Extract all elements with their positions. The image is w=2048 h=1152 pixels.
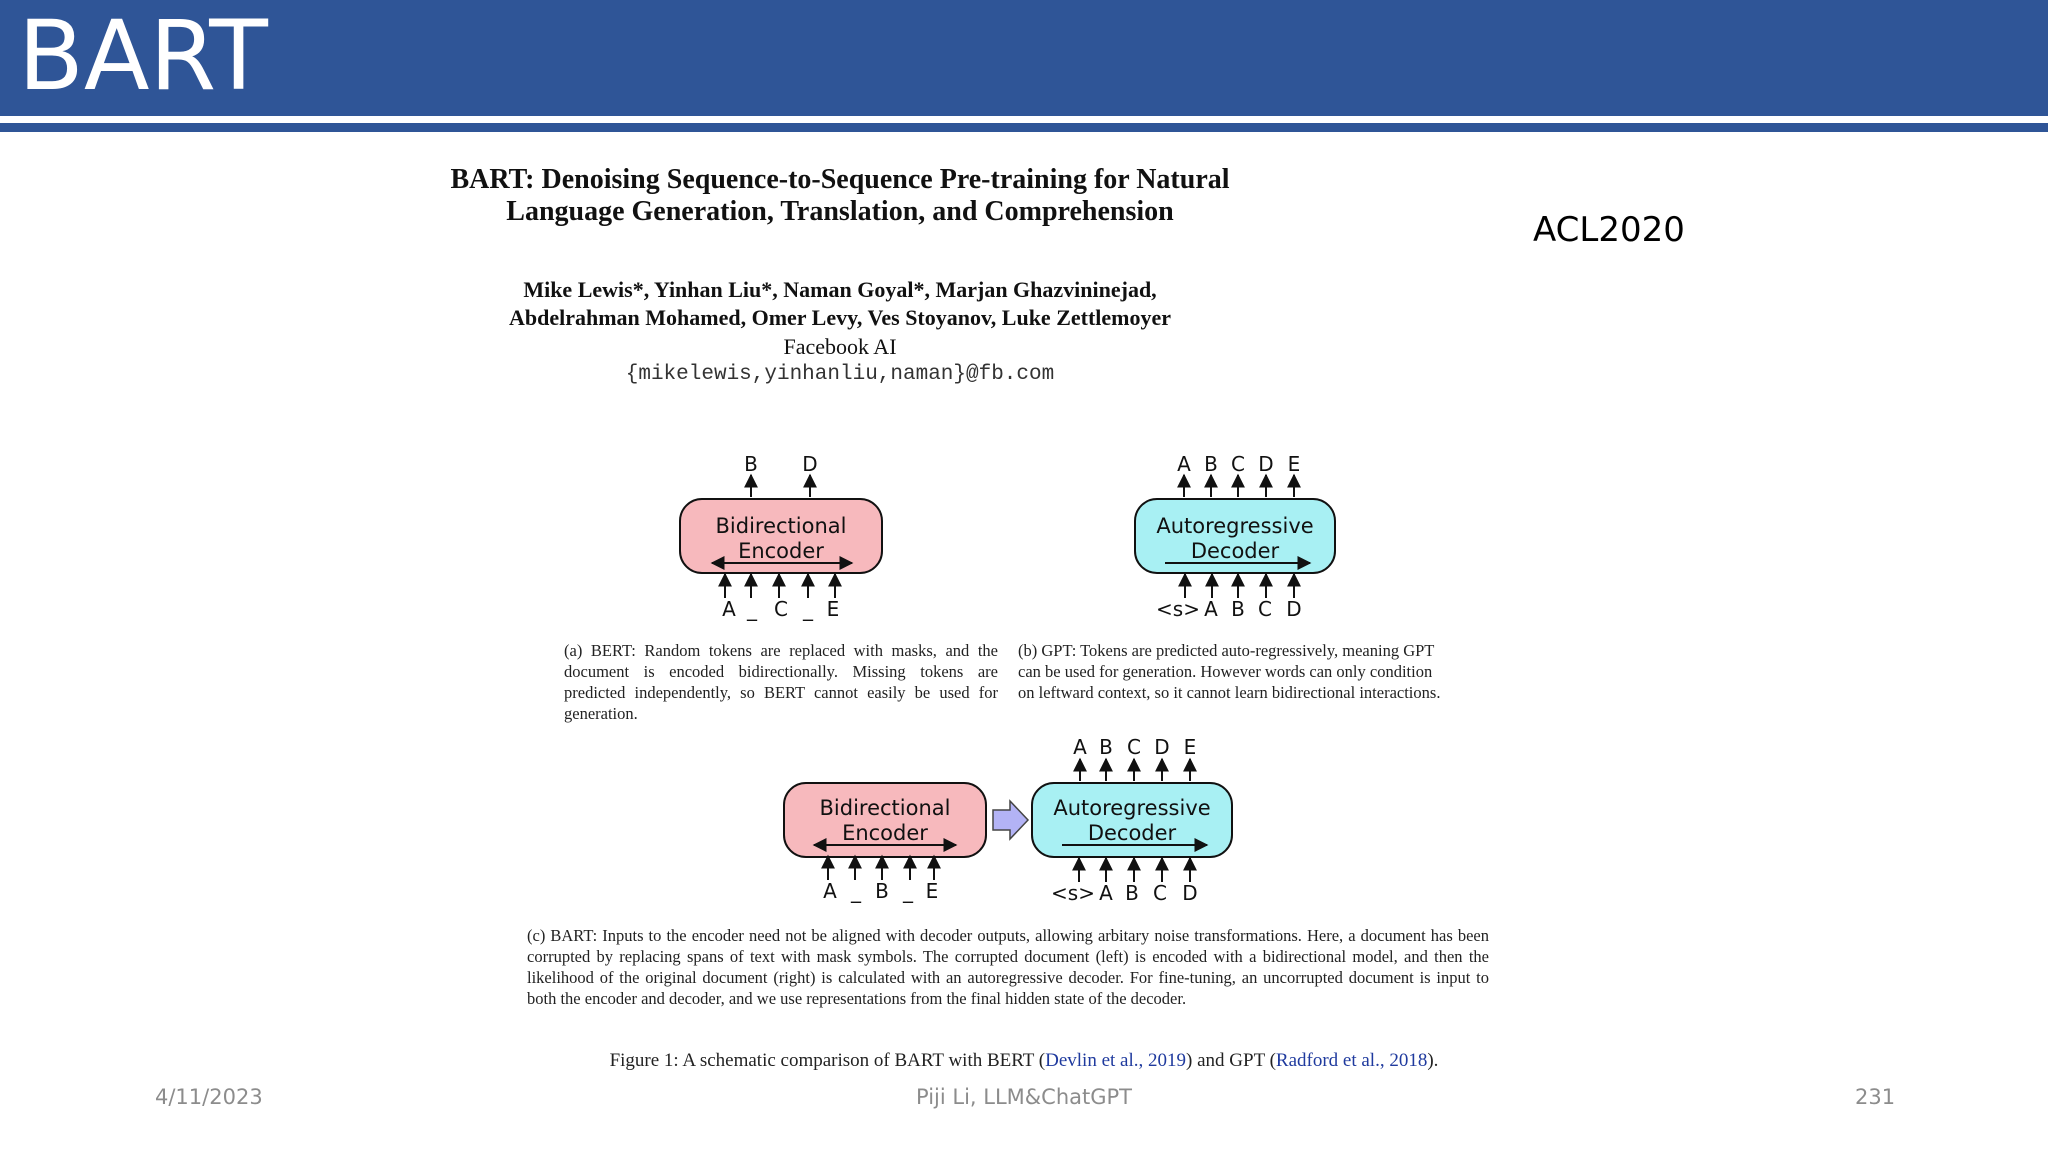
bert-encoder-label-1: Bidirectional — [715, 514, 847, 538]
paper-emails: {mikelewis,yinhanliu,naman}@fb.com — [625, 363, 1055, 386]
caption-gpt: (b) GPT: Tokens are predicted auto-regressively, meaning GPT can be used for generation. However words can only condition on leftward context, so it cannot learn bidirectional interactions. — [1018, 641, 1441, 702]
bart-decoder-output-token: E — [1183, 735, 1197, 759]
figure-caption-prefix: Figure 1: A schematic comparison of BART with BERT ( — [609, 1050, 1046, 1071]
slide-title: BART — [18, 0, 268, 112]
paper-affiliation: Facebook AI — [783, 334, 897, 359]
figure-caption-suffix: ). — [1427, 1050, 1439, 1071]
bart-encoder-input-token: A — [823, 879, 837, 903]
bart-decoder-output-token: D — [1154, 735, 1170, 759]
bart-decoder-input-token: D — [1182, 881, 1198, 905]
bart-encoder-input-token: _ — [903, 879, 913, 903]
bert-output-token: B — [744, 452, 758, 476]
gpt-output-token: E — [1287, 452, 1301, 476]
gpt-input-token: D — [1286, 597, 1302, 621]
gpt-input-token: C — [1258, 597, 1272, 621]
authors-line-2: Abdelrahman Mohamed, Omer Levy, Ves Stoyanov, Luke Zettlemoyer — [508, 305, 1172, 330]
gpt-decoder-label-1: Autoregressive — [1156, 514, 1314, 538]
caption-bert: (a) BERT: Random tokens are replaced with masks, and the document is encoded bidirectionally. Missing tokens are predicted independently, so BERT cannot easily be used for generation. — [564, 641, 998, 723]
citation-link-devlin[interactable]: Devlin et al., 2019 — [1045, 1050, 1187, 1071]
bart-decoder-input-token: C — [1153, 881, 1167, 905]
bart-decoder-label-2: Decoder — [1087, 821, 1177, 845]
bart-decoder-output-token: C — [1127, 735, 1141, 759]
bart-decoder-output-token: B — [1099, 735, 1113, 759]
bert-input-token: C — [774, 597, 788, 621]
figure-caption-middle: ) and GPT ( — [1186, 1050, 1276, 1071]
paper-title-line-2: Language Generation, Translation, and Comprehension — [506, 196, 1174, 227]
citation-link-radford[interactable]: Radford et al., 2018 — [1275, 1050, 1428, 1071]
gpt-input-token: A — [1204, 597, 1218, 621]
bart-encoder-label-1: Bidirectional — [819, 796, 951, 820]
bart-diagram — [784, 735, 1232, 905]
gpt-output-token: B — [1204, 452, 1218, 476]
bert-encoder-label-2: Encoder — [738, 539, 824, 563]
bart-decoder-input-token: <s> — [1051, 881, 1095, 905]
gpt-input-token: <s> — [1156, 597, 1200, 621]
gpt-output-token: A — [1177, 452, 1191, 476]
bert-input-token: _ — [747, 597, 757, 621]
bart-encoder-input-token: B — [875, 879, 889, 903]
authors-line-1: Mike Lewis*, Yinhan Liu*, Naman Goyal*, Marjan Ghazvininejad, — [523, 277, 1157, 302]
bert-diagram — [680, 452, 882, 621]
gpt-diagram — [1135, 452, 1335, 621]
venue-label: ACL2020 — [1533, 210, 1685, 250]
bart-encoder-input-token: E — [925, 879, 939, 903]
footer-date: 4/11/2023 — [155, 1085, 263, 1109]
bart-decoder-input-token: A — [1099, 881, 1113, 905]
caption-bart: (c) BART: Inputs to the encoder need not be aligned with decoder outputs, allowing arbitary noise transformations. Here, a document has been corrupted by replacing spans of text with mask symbols. The corrupted document (left) is encoded with a bidirectional model, and then the likelihood of the original document (right) is calculated with an autoregressive decoder. For fine-tuning, an uncorrupted document is input to both the encoder and decoder, and we use representations from the final hidden state of the decoder. — [527, 926, 1489, 1008]
gpt-input-token: B — [1231, 597, 1245, 621]
encoder-to-decoder-arrow — [993, 801, 1028, 839]
slide-number: 231 — [1855, 1085, 1896, 1109]
footer-author: Piji Li, LLM&ChatGPT — [916, 1085, 1132, 1109]
bert-input-token: E — [826, 597, 840, 621]
bert-input-token: _ — [803, 597, 813, 621]
bart-encoder-label-2: Encoder — [842, 821, 928, 845]
bert-output-token: D — [802, 452, 818, 476]
bart-encoder-input-token: _ — [851, 879, 861, 903]
gpt-output-token: C — [1231, 452, 1245, 476]
figure-caption — [420, 1050, 1628, 1072]
bart-decoder-input-token: B — [1125, 881, 1139, 905]
bart-decoder-label-1: Autoregressive — [1053, 796, 1211, 820]
bert-input-token: A — [722, 597, 736, 621]
gpt-decoder-label-2: Decoder — [1190, 539, 1280, 563]
bart-decoder-output-token: A — [1073, 735, 1087, 759]
gpt-output-token: D — [1258, 452, 1274, 476]
paper-title-line-1: BART: Denoising Sequence-to-Sequence Pre-training for Natural — [450, 164, 1230, 195]
